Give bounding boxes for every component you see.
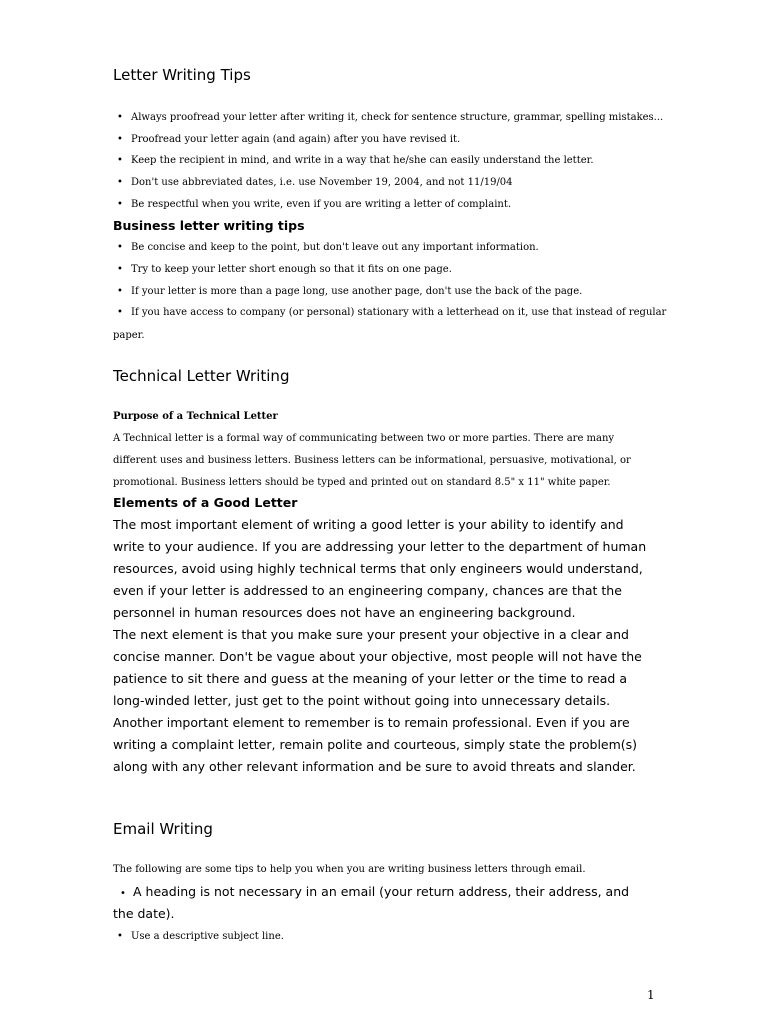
paragraph-line: concise manner. Don't be vague about your objective, most people will not have the xyxy=(113,649,642,664)
bullet-icon: • xyxy=(117,931,123,942)
list-item: • Use a descriptive subject line. xyxy=(117,931,284,942)
paragraph-line: resources, avoid using highly technical terms that only engineers would understand, xyxy=(113,561,643,576)
list-item: • Try to keep your letter short enough so that it fits on one page. xyxy=(117,264,452,275)
letter-writing-tips-heading: Letter Writing Tips xyxy=(113,66,251,84)
list-item: • Don't use abbreviated dates, i.e. use November 19, 2004, and not 11/19/04 xyxy=(117,177,513,188)
paragraph-line: promotional. Business letters should be typed and printed out on standard 8.5" x 11" white paper. xyxy=(113,477,611,488)
paragraph-line: The most important element of writing a good letter is your ability to identify and xyxy=(113,517,624,532)
list-item: • If you have access to company (or personal) stationary with a letterhead on it, use that instead of regular xyxy=(117,307,667,318)
paragraph-line: write to your audience. If you are addressing your letter to the department of human xyxy=(113,539,647,554)
list-item-continuation: the date). xyxy=(113,906,175,921)
list-item: • Be concise and keep to the point, but don't leave out any important information. xyxy=(117,242,539,253)
paragraph-line: patience to sit there and guess at the meaning of your letter or the time to read a xyxy=(113,671,627,686)
paragraph-line: personnel in human resources does not have an engineering background. xyxy=(113,605,576,620)
paragraph-line: A Technical letter is a formal way of communicating between two or more parties. There are many xyxy=(113,433,615,444)
email-writing-heading: Email Writing xyxy=(113,820,213,838)
bullet-icon: • xyxy=(117,155,123,166)
bullet-icon: • xyxy=(117,242,123,253)
list-item: • If your letter is more than a page long, use another page, don't use the back of the page. xyxy=(117,286,583,297)
bullet-icon: • xyxy=(120,888,126,899)
page-number: 1 xyxy=(647,988,655,1002)
bullet-icon: • xyxy=(117,134,123,145)
bullet-icon: • xyxy=(117,177,123,188)
technical-letter-heading: Technical Letter Writing xyxy=(113,367,290,385)
paragraph-line: even if your letter is addressed to an engineering company, chances are that the xyxy=(113,583,622,598)
list-item-continuation: paper. xyxy=(113,330,145,341)
list-item: • Proofread your letter again (and again) after you have revised it. xyxy=(117,134,461,145)
paragraph-line: writing a complaint letter, remain polite and courteous, simply state the problem(s) xyxy=(113,737,638,752)
bullet-icon: • xyxy=(117,264,123,275)
bullet-icon: • xyxy=(117,112,123,123)
paragraph-line: Another important element to remember is to remain professional. Even if you are xyxy=(113,715,630,730)
list-item: • Keep the recipient in mind, and write in a way that he/she can easily understand the letter. xyxy=(117,155,594,166)
paragraph-line: different uses and business letters. Business letters can be informational, persuasive, motivational, or xyxy=(113,455,631,466)
bullet-icon: • xyxy=(117,307,123,318)
list-item: • A heading is not necessary in an email (your return address, their address, and xyxy=(113,884,629,902)
elements-heading: Elements of a Good Letter xyxy=(113,495,298,510)
bullet-icon: • xyxy=(117,199,123,210)
list-item: • Be respectful when you write, even if you are writing a letter of complaint. xyxy=(117,199,512,210)
purpose-heading: Purpose of a Technical Letter xyxy=(113,411,278,422)
paragraph-line: long-winded letter, just get to the point without going into unnecessary details. xyxy=(113,693,611,708)
email-intro: The following are some tips to help you when you are writing business letters through email. xyxy=(113,864,586,875)
list-item: • Always proofread your letter after writing it, check for sentence structure, grammar, spelling mistakes... xyxy=(117,112,664,123)
paragraph-line: along with any other relevant information and be sure to avoid threats and slander. xyxy=(113,759,636,774)
bullet-icon: • xyxy=(117,286,123,297)
paragraph-line: The next element is that you make sure your present your objective in a clear and xyxy=(113,627,629,642)
business-tips-heading: Business letter writing tips xyxy=(113,218,305,233)
